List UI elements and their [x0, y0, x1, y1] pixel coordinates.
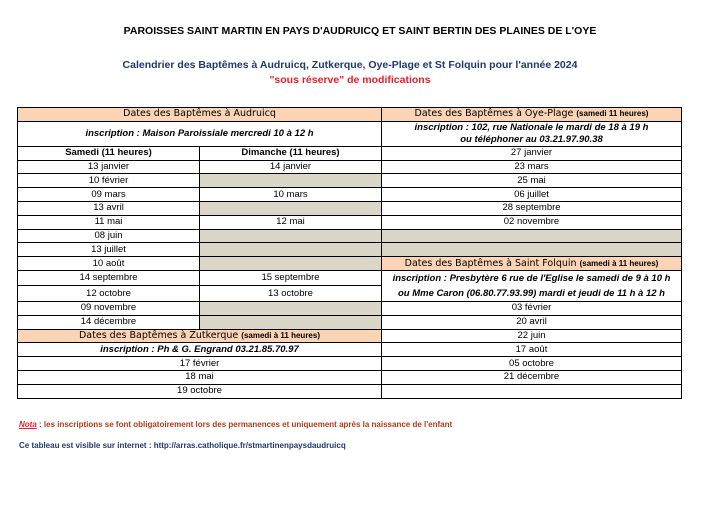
page-subtitle: Calendrier des Baptêmes à Audruicq, Zutkerque, Oye-Plage et St Folquin pour l'année 2024: [122, 59, 578, 71]
audruicq-samedi-date: 14 septembre: [18, 270, 200, 286]
audruicq-dimanche-date: 14 janvier: [200, 160, 382, 174]
audruicq-samedi-date: 13 avril: [18, 201, 200, 215]
saint-folquin-inscription-line2: ou Mme Caron (06.80.77.93.99) mardi et jeudi de 11 h à 12 h: [398, 287, 665, 299]
oye-plage-inscription: [382, 121, 682, 146]
oye-plage-title: Dates des Baptêmes à Oye-Plage: [414, 108, 574, 120]
saint-folquin-inscription: [382, 270, 682, 301]
oye-plage-date: 27 janvier: [382, 146, 682, 160]
zutkerque-date: 18 mai: [18, 370, 382, 384]
saint-folquin-date: 20 avril: [382, 315, 682, 329]
oye-plage-inscription-line2: ou téléphoner au 03.21.97.90.38: [460, 133, 603, 145]
audruicq-dimanche-empty: [200, 301, 382, 315]
oye-plage-note: (samedi 11 heures): [576, 109, 649, 119]
col-dimanche-header: Dimanche (11 heures): [200, 146, 382, 160]
website-line: Ce tableau est visible sur internet : http://arras.catholique.fr/stmartinenpaysdaudruicq: [19, 441, 346, 450]
zutkerque-date: 19 octobre: [18, 384, 382, 398]
oye-plage-date: 23 mars: [382, 160, 682, 174]
saint-folquin-date: 22 juin: [382, 329, 682, 343]
audruicq-dimanche-empty: [200, 257, 382, 271]
audruicq-dimanche-empty: [200, 201, 382, 215]
zutkerque-date: 17 février: [18, 357, 382, 371]
audruicq-samedi-date: 10 août: [18, 257, 200, 271]
spacer-cell: [382, 229, 682, 243]
audruicq-dimanche-date: 15 septembre: [200, 270, 382, 286]
audruicq-dimanche-date: 10 mars: [200, 188, 382, 202]
audruicq-samedi-date: 14 décembre: [18, 315, 200, 329]
zutkerque-inscription: inscription : Ph & G. Engrand 03.21.85.70.97: [18, 343, 382, 357]
audruicq-samedi-date: 09 mars: [18, 188, 200, 202]
col-samedi-header: Samedi (11 heures): [18, 146, 200, 160]
audruicq-dimanche-date: 12 mai: [200, 215, 382, 229]
baptism-calendar-table: [17, 107, 682, 399]
audruicq-samedi-date: 11 mai: [18, 215, 200, 229]
page-title: PAROISSES SAINT MARTIN EN PAYS D'AUDRUICQ ET SAINT BERTIN DES PLAINES DE L'OYE: [123, 25, 597, 37]
zutkerque-title: Dates des Baptêmes à Zutkerque: [78, 329, 239, 341]
reserve-notice: "sous réserve" de modifications: [269, 74, 431, 86]
saint-folquin-title: Dates des Baptêmes à Saint Folquin: [404, 257, 577, 269]
zutkerque-header: [18, 329, 382, 343]
saint-folquin-date: 05 octobre: [382, 357, 682, 371]
spacer-cell: [382, 243, 682, 257]
empty-cell: [382, 384, 682, 398]
oye-plage-date: 02 novembre: [382, 215, 682, 229]
audruicq-dimanche-empty: [200, 229, 382, 243]
saint-folquin-note: (samedi à 11 heures): [579, 258, 659, 268]
oye-plage-header: [382, 108, 682, 122]
saint-folquin-inscription-line1: inscription : Presbytère 6 rue de l'Eglise le samedi de 9 à 10 h: [392, 272, 671, 284]
audruicq-dimanche-date: 13 octobre: [200, 286, 382, 302]
saint-folquin-date: 21 décembre: [382, 370, 682, 384]
saint-folquin-date: 17 août: [382, 343, 682, 357]
oye-plage-date: 25 mai: [382, 174, 682, 188]
oye-plage-inscription-line1: inscription : 102, rue Nationale le mardi de 18 à 19 h: [414, 121, 649, 133]
audruicq-dimanche-empty: [200, 243, 382, 257]
audruicq-samedi-date: 12 octobre: [18, 286, 200, 302]
nota-label: Nota: [19, 420, 37, 429]
zutkerque-note: (samedi à 11 heures): [241, 330, 320, 340]
saint-folquin-date: 03 février: [382, 301, 682, 315]
audruicq-samedi-date: 08 juin: [18, 229, 200, 243]
audruicq-samedi-date: 09 novembre: [18, 301, 200, 315]
audruicq-samedi-date: 10 février: [18, 174, 200, 188]
audruicq-samedi-date: 13 juillet: [18, 243, 200, 257]
audruicq-dimanche-empty: [200, 174, 382, 188]
audruicq-header: Dates des Baptêmes à Audruicq: [18, 108, 382, 122]
oye-plage-date: 06 juillet: [382, 188, 682, 202]
audruicq-inscription: inscription : Maison Paroissiale mercredi 10 à 12 h: [18, 121, 382, 146]
saint-folquin-header: [382, 257, 682, 271]
nota-text: : les inscriptions se font obligatoirement lors des permanences et uniquement après la naissance de l'enfant: [36, 420, 453, 429]
oye-plage-date: 28 septembre: [382, 201, 682, 215]
audruicq-dimanche-empty: [200, 315, 382, 329]
nota-line: [19, 420, 452, 429]
audruicq-samedi-date: 13 janvier: [18, 160, 200, 174]
